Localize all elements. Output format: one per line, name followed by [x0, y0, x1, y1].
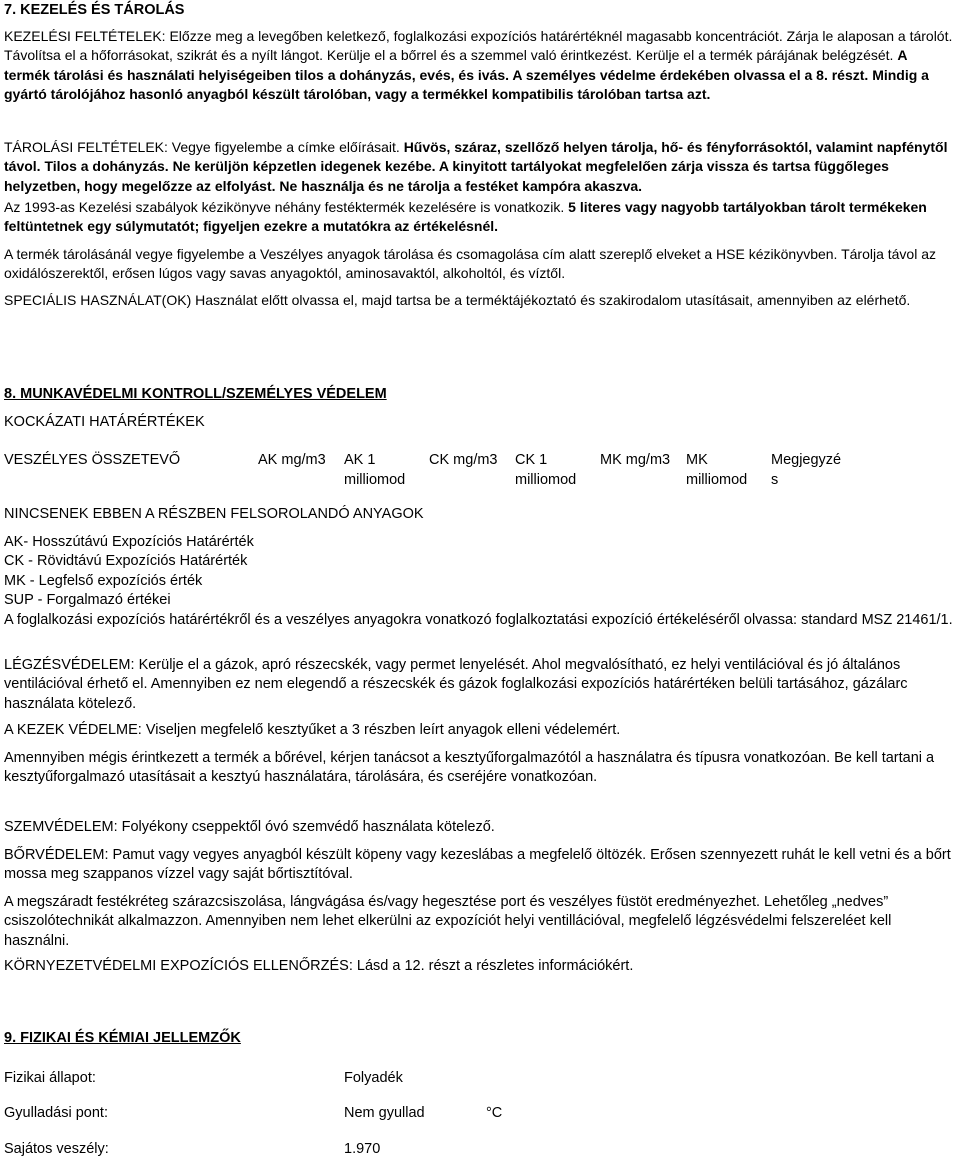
property-unit: °C	[486, 1105, 503, 1121]
legend-mk: MK - Legfelső expozíciós érték	[4, 572, 203, 589]
property-label: Sajátos veszély:	[4, 1141, 109, 1157]
property-label: Fizikai állapot:	[4, 1070, 96, 1086]
storage-conditions-paragraph	[4, 138, 956, 196]
no-substances-line: NINCSENEK EBBEN A RÉSZBEN FELSOROLANDÓ ANYAGOK	[4, 506, 424, 522]
glove-guidance-paragraph: Amennyiben mégis érintkezett a termék a bőrével, kérjen tanácsot a kesztyűforgalmazótól a használatra és típusra vonatkozóan. Be kell tartani a kesztyűforgalmazó utasításait a kesztyú használatára, tárolására, és cseréjére vonatkozóan.	[4, 750, 935, 786]
handling-rules-text: Az 1993-as Kezelési szabályok kézikönyve néhány festéktermék kezelésére is vonatkozik.	[4, 199, 565, 215]
hse-storage-text: A termék tárolásánál vegye figyelembe a Veszélyes anyagok tárolása és csomagolása cím alatt szereplő elveket a HSE kézikönyvben. Tárolja távol az oxidálószerektől, erősen lúgos vagy savas anyagoktól, aminosavaktól, alkoholtól, és víztől.	[4, 246, 937, 282]
hand-protection-paragraph: A KEZEK VÉDELME: Viseljen megfelelő kesztyűket a 3 részben leírt anyagok elleni védelemért.	[4, 722, 621, 738]
handling-conditions-paragraph	[4, 27, 956, 105]
storage-conditions-bold-text: Hűvös, száraz, szellőző helyen tárolja, hő- és fényforrásoktól, valamint napfénytől távol. Tilos a dohányzás. Ne kerüljön képzetlen idegenek kezébe. A kinyitott tartályokat megfelelően zárja vissza és tartsa függőleges helyzetben, hogy megelőzze az elfolyást. Ne használja és ne tárolja a festéket kampóra akaszva.	[4, 139, 948, 194]
property-value: Nem gyullad	[344, 1105, 425, 1121]
header-mk-ppm: MK milliomod	[686, 452, 748, 488]
header-mk-mgm3: MK mg/m3	[600, 452, 671, 468]
property-value: 1.970	[344, 1141, 381, 1157]
section-7-title: 7. KEZELÉS ÉS TÁROLÁS	[4, 2, 185, 18]
section-8-title: 8. MUNKAVÉDELMI KONTROLL/SZEMÉLYES VÉDELEM	[4, 386, 387, 402]
storage-conditions-text: TÁROLÁSI FELTÉTELEK: Vegye figyelembe a címke előírásait.	[4, 139, 400, 155]
property-row-physical-state	[4, 1070, 403, 1086]
handling-conditions-bold-text: A termék tárolási és használati helyiségeiben tilos a dohányzás, evés, és ivás. A személyes védelme érdekében olvassa el a 8. részt. Mindig a gyártó tárolójához hasonló anyagból készült tárolóban, vagy a termékkel kompatibilis tárolóban tartsa azt.	[4, 47, 929, 103]
environmental-exposure-paragraph: KÖRNYEZETVÉDELMI EXPOZÍCIÓS ELLENŐRZÉS: Lásd a 12. részt a részletes információkért.	[4, 958, 634, 974]
eye-protection-paragraph: SZEMVÉDELEM: Folyékony cseppektől óvó szemvédő használata kötelező.	[4, 819, 495, 835]
legend-ak: AK- Hosszútávú Expozíciós Határérték	[4, 534, 254, 550]
skin-protection-paragraph: BŐRVÉDELEM: Pamut vagy vegyes anyagból készült köpeny vagy kezeslábas a megfelelő öltözék. Erősen szennyezett ruhát le kell vetni és a bőrt mossa meg szappanos vízzel vagy saját bőrtisztítóval.	[4, 847, 951, 883]
respiratory-protection-paragraph: LÉGZÉSVÉDELEM: Kerülje el a gázok, apró részecskék, vagy permet lenyelését. Ahol megvalósítható, ez helyi ventilációval és jó általános ventilációval érhető el. Amennyiben ez nem elegendő a részecskék és gázok foglalkozási expozíciós határértéken belüli tartásához, gázálarc használata kötelező.	[4, 657, 908, 712]
handling-rules-bold-text: 5 literes vagy nagyobb tartályokban tárolt termékeken feltüntetnek egy súlymutatót; figyeljen ezekre a mutatókra az értékelésnél.	[4, 199, 927, 235]
property-label: Gyulladási pont:	[4, 1105, 108, 1121]
hse-storage-paragraph	[4, 245, 956, 284]
legend-sup: SUP - Forgalmazó értékei	[4, 592, 171, 609]
risk-limits-subtitle: KOCKÁZATI HATÁRÉRTÉKEK	[4, 414, 205, 430]
handling-rules-paragraph	[4, 198, 956, 237]
property-row-flash-point	[4, 1105, 503, 1121]
property-value: Folyadék	[344, 1070, 403, 1086]
dry-sanding-paragraph: A megszáradt festékréteg szárazcsiszolása, lángvágása és/vagy hegesztése port és veszélyes füstöt eredményezhet. Lehetőleg „nedves” csiszolótechnikát alkalmazzon. Amennyiben nem lehet elkerülni az expozíciót helyi ventillációval, megfelelő légzésvédelmi felszereléet kell használni.	[4, 894, 892, 949]
special-use-paragraph	[4, 291, 956, 310]
header-ak-ppm: AK 1 milliomod	[344, 452, 406, 488]
header-ck-ppm: CK 1 milliomod	[515, 452, 577, 488]
special-use-text: SPECIÁLIS HASZNÁLAT(OK) Használat előtt olvassa el, majd tartsa be a terméktájékoztató és szakirodalom utasításait, amennyiben az elérhető.	[4, 292, 911, 308]
legend-ck: CK - Rövidtávú Expozíciós Határérték	[4, 553, 248, 570]
exposure-limits-table-header	[4, 451, 956, 495]
section-9-title: 9. FIZIKAI ÉS KÉMIAI JELLEMZŐK	[4, 1030, 241, 1046]
property-row-specific-hazard	[4, 1141, 381, 1157]
handling-conditions-text: KEZELÉSI FELTÉTELEK: Előzze meg a levegőben keletkező, foglalkozási expozíciós határértéknél magasabb koncentrációt. Zárja le alaposan a tárolót. Távolítsa el a hőforrásokat, szikrát és a nyílt lángot. Kerülje el a bőrrel és a szemmel való érintkezést. Kerülje el a termék párájának belégzését.	[4, 28, 953, 64]
header-ak-mgm3: AK mg/m3	[258, 452, 326, 468]
abbreviation-legend	[4, 533, 956, 630]
legend-standard-note: A foglalkozási expozíciós határértékről és a veszélyes anyagokra vonatkozó foglalkoztatási expozíció értékeléséről olvassa: standard MSZ 21461/1.	[4, 611, 953, 628]
header-hazardous-component: VESZÉLYES ÖSSZETEVŐ	[4, 452, 181, 468]
header-ck-mgm3: CK mg/m3	[429, 452, 498, 468]
header-remarks: Megjegyzé s	[771, 452, 842, 488]
